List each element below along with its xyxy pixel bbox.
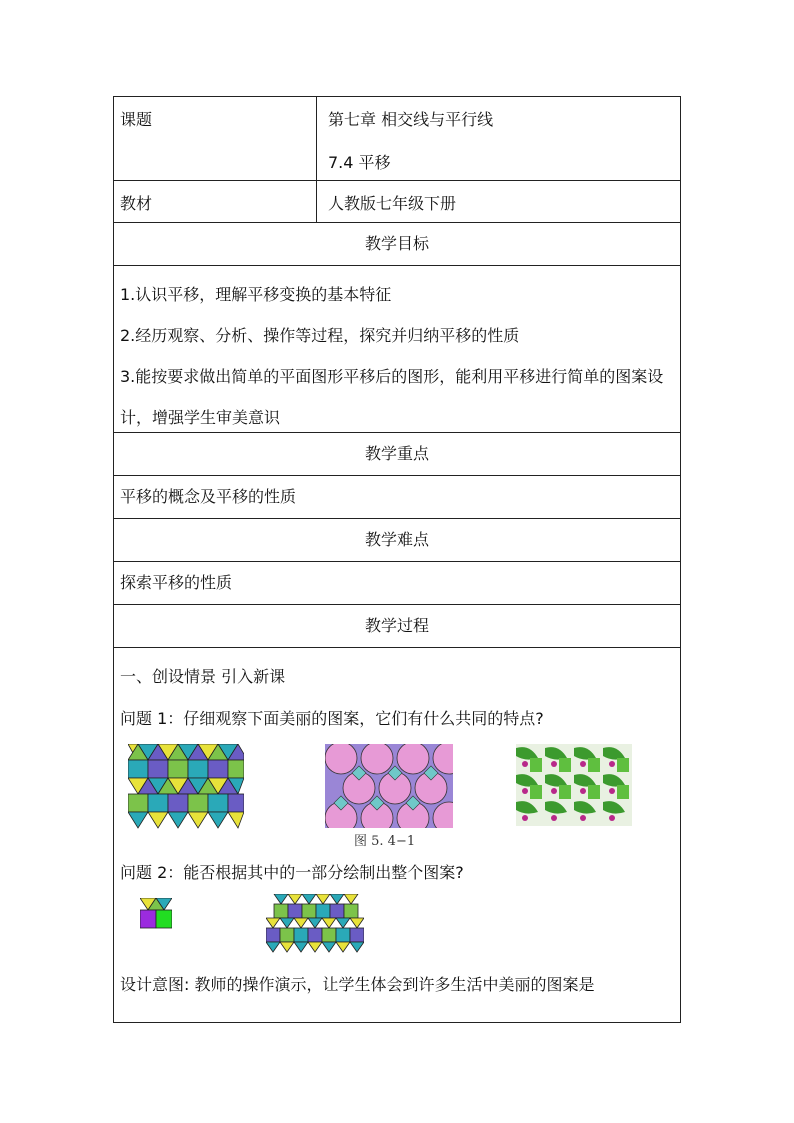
key-content: 平移的概念及平移的性质 [120,487,297,506]
goal-item: 3.能按要求做出简单的平面图形平移后的图形，能利用平移进行简单的图案设计，增强学生审美意识 [120,367,664,427]
process-row [114,648,680,1022]
goals-header: 教学目标 [364,234,429,253]
textbook-label: 教材 [114,181,317,222]
goals-row [114,266,680,433]
key-header-row [114,433,680,476]
topic-label: 课题 [114,97,317,180]
topic-row [114,97,680,181]
key-row [114,476,680,519]
question-2: 问题 2：能否根据其中的一部分绘制出整个图案? [120,863,464,882]
tessellation-figure-b [325,744,453,828]
goals-header-row [114,223,680,266]
section-title: 7.4 平移 [328,153,391,172]
goal-item: 2.经历观察、分析、操作等过程，探究并归纳平移的性质 [120,326,520,345]
process-content [114,648,680,1022]
chapter-title: 第七章 相交线与平行线 [328,110,494,129]
tessellation-figure-a [128,744,244,830]
assembled-pattern-figure [266,894,364,958]
figure-row-2 [120,894,674,964]
difficulty-content: 探索平移的性质 [120,573,233,592]
goals-list [114,266,680,432]
goal-item: 1.认识平移，理解平移变换的基本特征 [120,285,392,304]
difficulty-header: 教学难点 [364,530,429,549]
process-header-row [114,605,680,648]
difficulty-row [114,562,680,605]
process-section-title: 一、创设情景 引入新课 [120,667,286,686]
figure-row [120,740,674,852]
unit-tile-figure [140,898,172,932]
design-intent: 设计意图: 教师的操作演示，让学生体会到许多生活中美丽的图案是 [120,975,595,994]
question-1: 问题 1：仔细观察下面美丽的图案，它们有什么共同的特点? [120,709,544,728]
key-header: 教学重点 [364,444,429,463]
bird-pattern-figure-c [516,744,632,826]
textbook-value: 人教版七年级下册 [328,194,457,213]
figure-caption: 图 5. 4−1 [354,834,416,849]
lesson-plan-table [113,96,681,1023]
textbook-row [114,181,680,223]
difficulty-header-row [114,519,680,562]
process-header: 教学过程 [364,616,429,635]
topic-value [317,97,680,180]
